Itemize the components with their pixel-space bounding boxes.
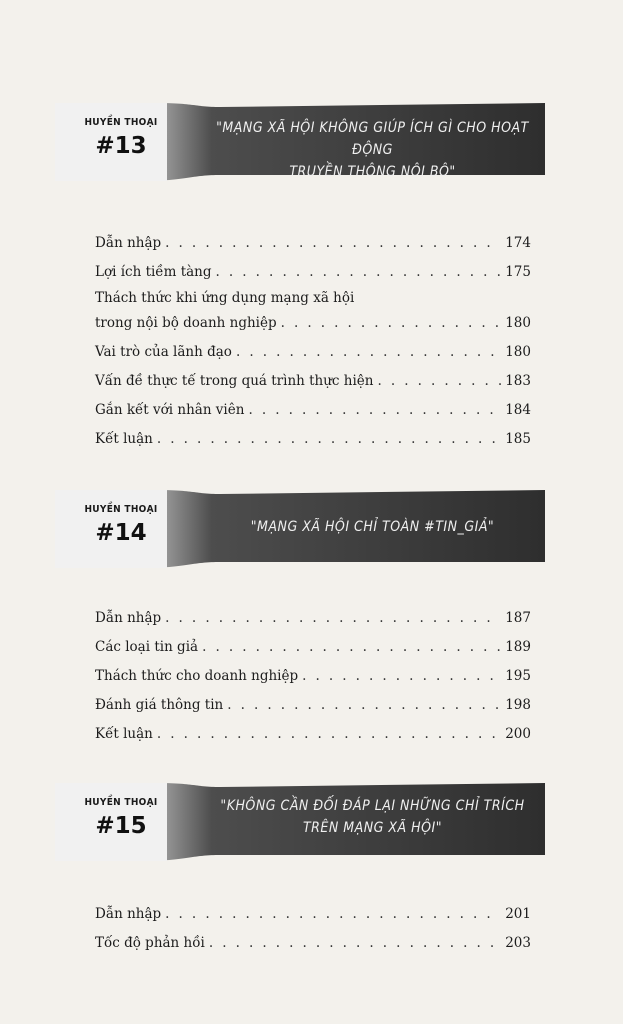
- leader-dots: [377, 367, 501, 396]
- leader-dots: [165, 229, 501, 258]
- quote-line: "KHÔNG CẦN ĐỐI ĐÁP LẠI NHỮNG CHỈ TRÍCH: [220, 798, 525, 814]
- toc-entry-page: 203: [505, 935, 531, 951]
- toc-entry-page: 201: [505, 906, 531, 922]
- leader-dots: [165, 900, 501, 929]
- quote-line: TRUYỀN THÔNG NỘI BỘ": [289, 164, 456, 180]
- toc-entry[interactable]: [95, 929, 531, 958]
- leader-dots: [216, 258, 502, 287]
- toc-entry-title: Dẫn nhập: [95, 235, 162, 251]
- toc-entry[interactable]: [95, 338, 531, 367]
- toc-entry[interactable]: [95, 425, 531, 454]
- toc-entry-title: Thách thức khi ứng dụng mạng xã hội: [95, 290, 355, 306]
- toc-entry[interactable]: [95, 604, 531, 633]
- quote-line: "MẠNG XÃ HỘI KHÔNG GIÚP ÍCH GÌ CHO HOẠT ĐỘNG: [216, 120, 529, 158]
- toc-entry[interactable]: [95, 367, 531, 396]
- toc-entry-page: 198: [505, 697, 531, 713]
- toc-entry-page: 187: [505, 610, 531, 626]
- toc-entry-title: Dẫn nhập: [95, 610, 162, 626]
- toc-entry-title: Đánh giá thông tin: [95, 697, 224, 713]
- toc-entry[interactable]: [95, 720, 531, 749]
- myth-label: HUYỀN THOẠI: [84, 117, 158, 128]
- quote-line: "MẠNG XÃ HỘI CHỈ TOÀN #TIN_GIẢ": [250, 519, 495, 535]
- myth-banner-13: [55, 103, 545, 181]
- toc-entry-page: 200: [505, 726, 531, 742]
- myth-number: #13: [95, 133, 147, 159]
- toc-entry-page: 184: [505, 402, 531, 418]
- myth-number: #15: [95, 813, 147, 839]
- myth-quote: [205, 795, 540, 839]
- myth-number: #14: [95, 520, 147, 546]
- toc-entry-page: 175: [505, 264, 531, 280]
- toc-entry[interactable]: [95, 900, 531, 929]
- toc-entry-page: 185: [505, 431, 531, 447]
- toc-list-13: [95, 229, 531, 454]
- toc-entry-title: Gắn kết với nhân viên: [95, 402, 245, 418]
- myth-banner-15: [55, 783, 545, 861]
- toc-entry-page: 183: [505, 373, 531, 389]
- leader-dots: [165, 604, 501, 633]
- leader-dots: [202, 633, 501, 662]
- toc-entry[interactable]: [95, 258, 531, 287]
- toc-entry[interactable]: [95, 309, 531, 338]
- leader-dots: [157, 720, 501, 749]
- toc-entry-page: 195: [505, 668, 531, 684]
- toc-entry[interactable]: [95, 691, 531, 720]
- leader-dots: [281, 309, 502, 338]
- toc-entry-page: 180: [505, 315, 531, 331]
- leader-dots: [248, 396, 501, 425]
- toc-list-14: [95, 604, 531, 749]
- myth-quote: [205, 516, 540, 538]
- quote-line: TRÊN MẠNG XÃ HỘI": [302, 820, 443, 836]
- toc-entry-title: Vấn đề thực tế trong quá trình thực hiện: [95, 373, 374, 389]
- toc-entry-line1[interactable]: [95, 287, 531, 309]
- toc-entry-title: Dẫn nhập: [95, 906, 162, 922]
- leader-dots: [227, 691, 501, 720]
- myth-label: HUYỀN THOẠI: [84, 504, 158, 515]
- toc-entry-title: Thách thức cho doanh nghiệp: [95, 668, 299, 684]
- toc-entry-title: Kết luận: [95, 726, 153, 742]
- toc-entry-title: Vai trò của lãnh đạo: [95, 344, 232, 360]
- myth-label: HUYỀN THOẠI: [84, 797, 158, 808]
- leader-dots: [209, 929, 501, 958]
- toc-entry-title: Kết luận: [95, 431, 153, 447]
- toc-entry-title: Lợi ích tiềm tàng: [95, 264, 212, 280]
- leader-dots: [157, 425, 501, 454]
- toc-entry[interactable]: [95, 633, 531, 662]
- toc-entry[interactable]: [95, 396, 531, 425]
- myth-banner-14: [55, 490, 545, 568]
- leader-dots: [236, 338, 501, 367]
- toc-entry-title: Các loại tin giả: [95, 639, 199, 655]
- myth-quote: [205, 117, 540, 183]
- leader-dots: [302, 662, 501, 691]
- toc-entry-title-cont: trong nội bộ doanh nghiệp: [95, 315, 277, 331]
- toc-list-15: [95, 900, 531, 958]
- toc-entry-title: Tốc độ phản hồi: [95, 935, 205, 951]
- toc-entry-page: 174: [505, 235, 531, 251]
- toc-entry-page: 180: [505, 344, 531, 360]
- toc-entry-page: 189: [505, 639, 531, 655]
- toc-entry[interactable]: [95, 229, 531, 258]
- toc-entry[interactable]: [95, 662, 531, 691]
